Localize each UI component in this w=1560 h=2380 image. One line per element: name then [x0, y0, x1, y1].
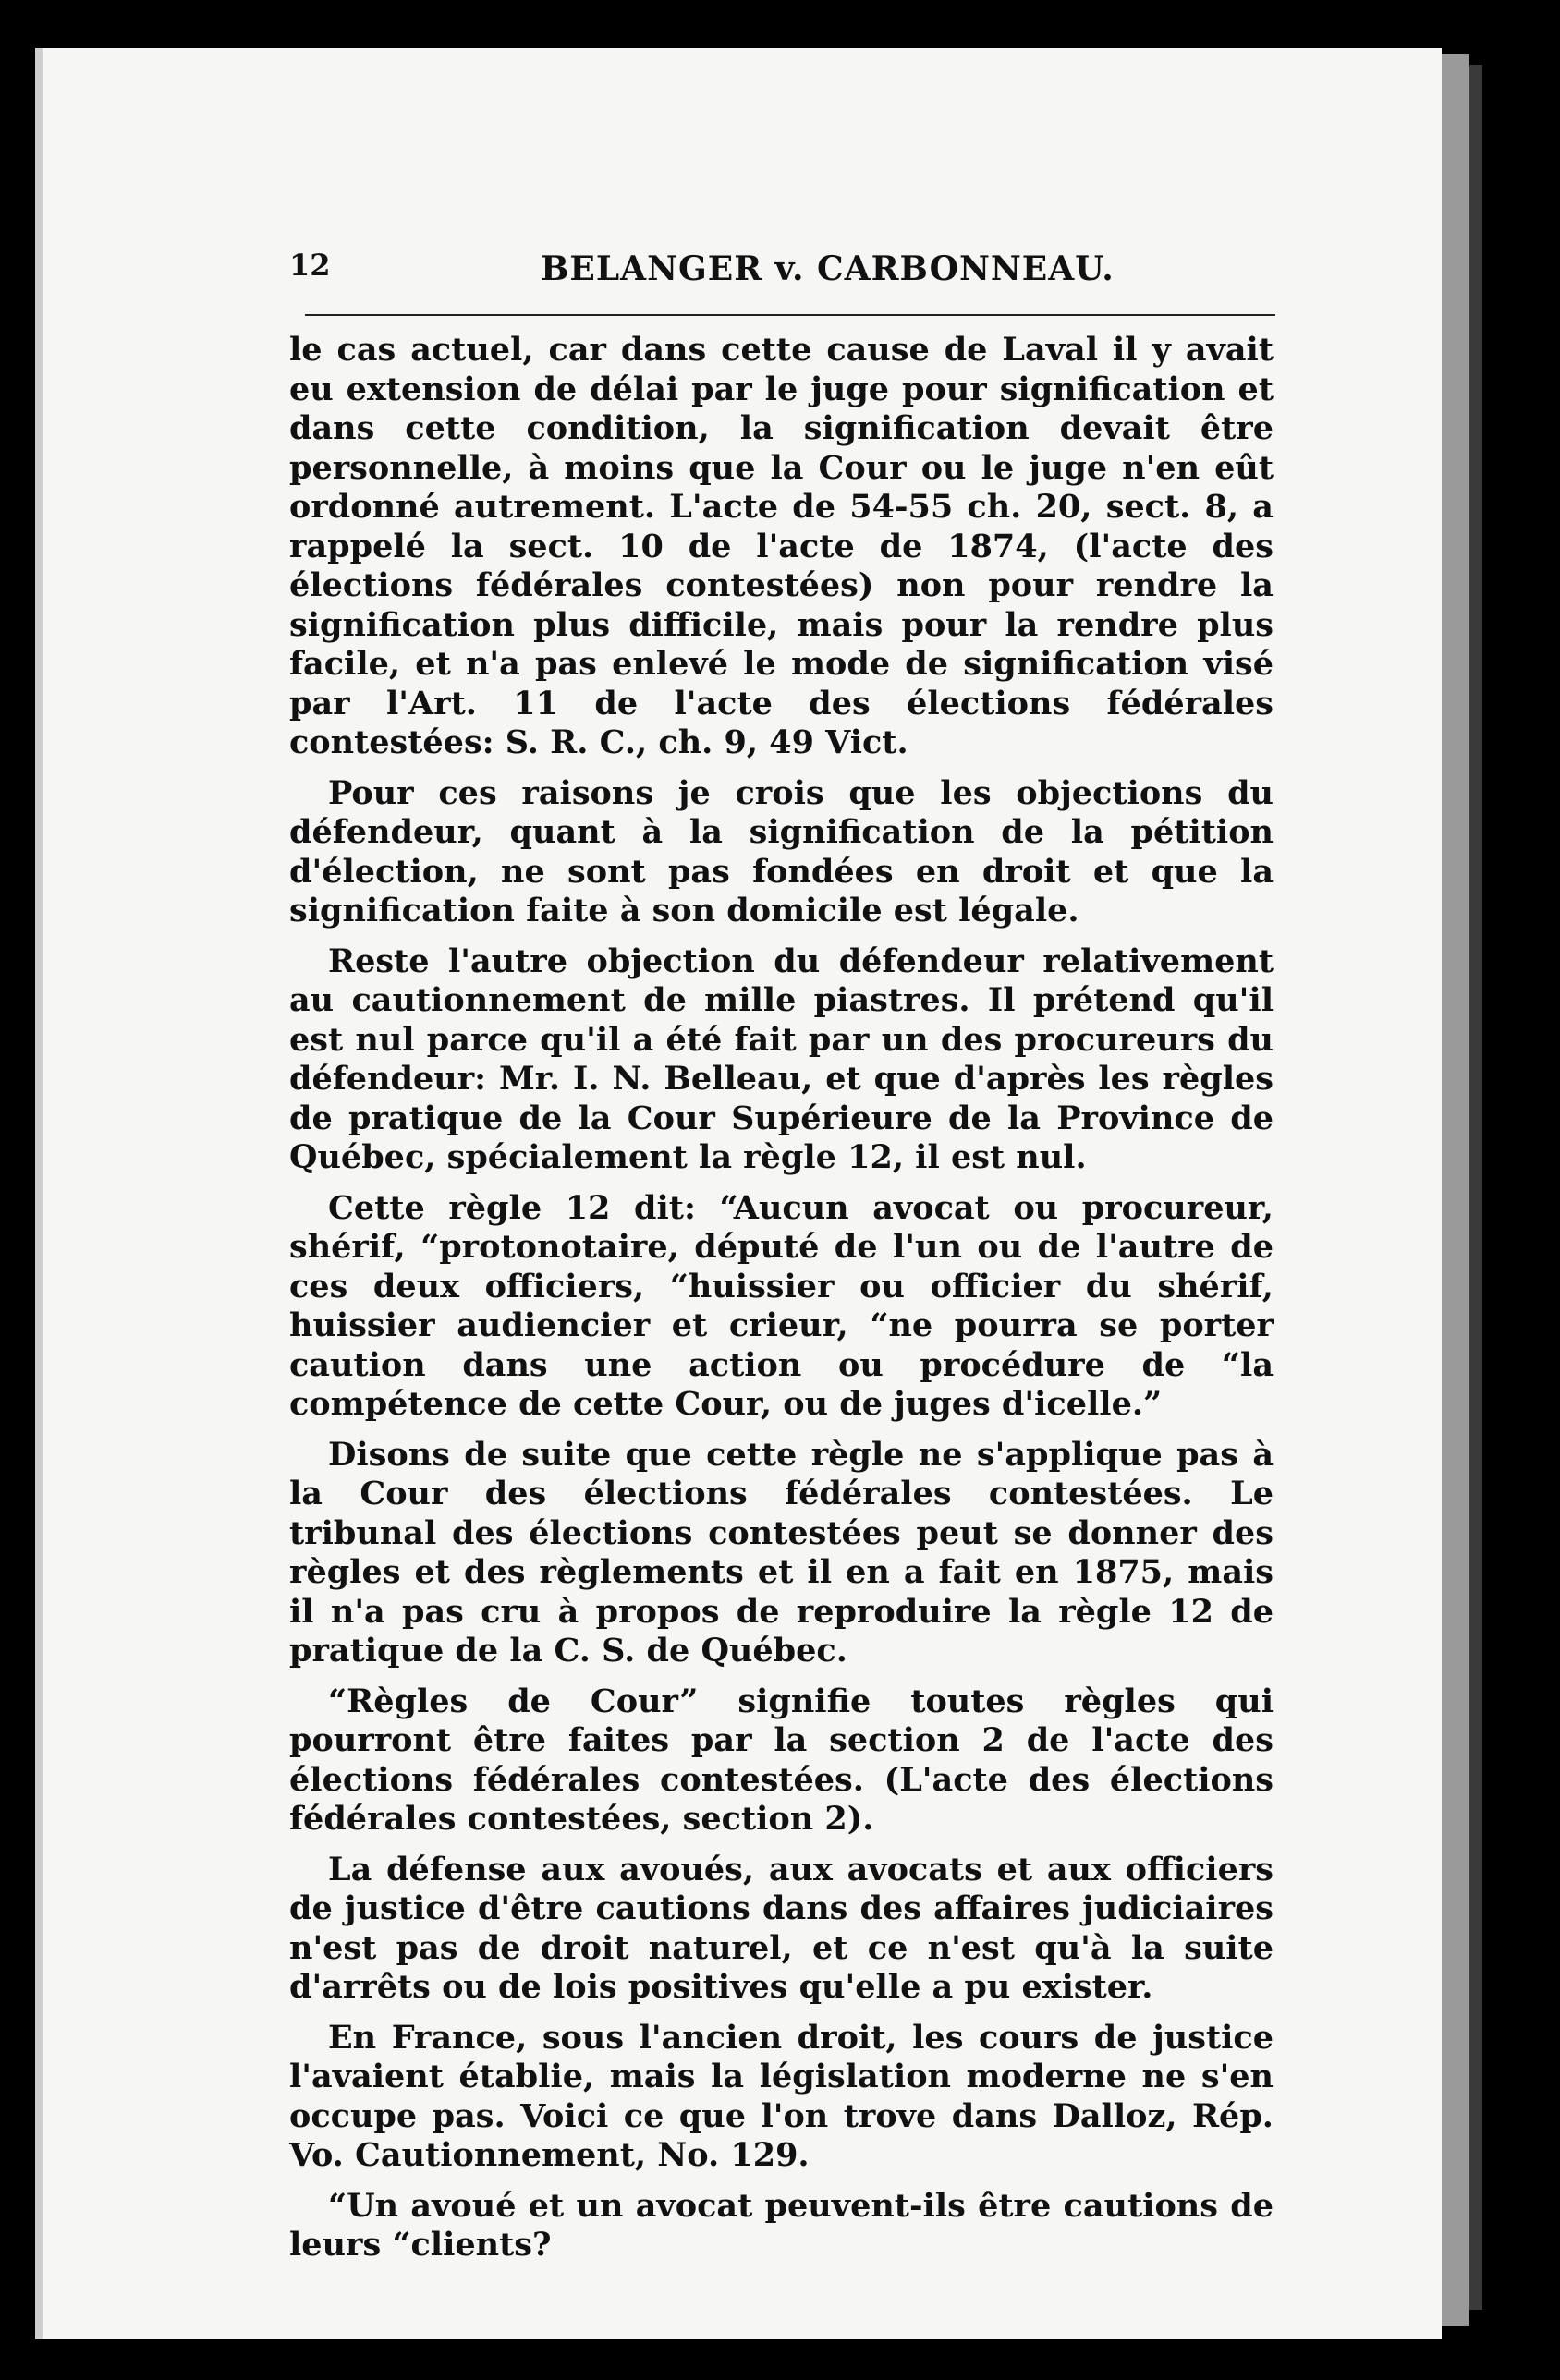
- body-text: [289, 331, 1274, 2265]
- paragraph: Reste l'autre objection du défendeur relativement au cautionnement de mille piastres. Il prétend qu'il est nul parce qu'il a été fait par un des procureurs du défendeur: Mr. I. N. Belleau, et que d'après les règles de pratique de la Cour Supérieure de la Province de Québec, spécialement la règle 12, il est nul.: [289, 941, 1274, 1176]
- page-number: 12: [289, 248, 331, 283]
- paragraph: le cas actuel, car dans cette cause de Laval il y avait eu extension de délai par le juge pour signification et dans cette condition, la signification devait être personnelle, à moins que la Cour ou le juge n'en eût ordonné autrement. L'acte de 54-55 ch. 20, sect. 8, a rappelé la sect. 10 de l'acte de 1874, (l'acte des élections fédérales contestées) non pour rendre la signification plus difficile, mais pour la rendre plus facile, et n'a pas enlevé le mode de signification visé par l'Art. 11 de l'acte des élections fédérales contestées: S. R. C., ch. 9, 49 Vict.: [289, 331, 1274, 761]
- paragraph: En France, sous l'ancien droit, les cours de justice l'avaient établie, mais la législation moderne ne s'en occupe pas. Voici ce que l'on trove dans Dalloz, Rép. Vo. Cautionnement, No. 129.: [289, 2018, 1274, 2174]
- paragraph: La défense aux avoués, aux avocats et aux officiers de justice d'être cautions dans des affaires judiciaires n'est pas de droit naturel, et ce n'est qu'à la suite d'arrêts ou de lois positives qu'elle a pu exister.: [289, 1850, 1274, 2006]
- paragraph: Cette règle 12 dit: “Aucun avocat ou procureur, shérif, “protonotaire, député de l'un ou de l'autre de ces deux officiers, “huissier ou officier du shérif, huissier audiencier et crieur, “ne pourra se porter caution dans une action ou procédure de “la compétence de cette Cour, ou de juges d'icelle.”: [289, 1188, 1274, 1423]
- paragraph: “Règles de Cour” signifie toutes règles qui pourront être faites par la section 2 de l'acte des élections fédérales contestées. (L'acte des élections fédérales contestées, section 2).: [289, 1682, 1274, 1838]
- header-rule: [305, 314, 1275, 316]
- page-edge-left: [35, 48, 43, 2339]
- page-edge-shadow: [1469, 65, 1482, 2310]
- paragraph: Pour ces raisons je crois que les objections du défendeur, quant à la signification de la pétition d'élection, ne sont pas fondées en droit et que la signification faite à son domicile est légale.: [289, 773, 1274, 929]
- page-edge-right: [1442, 54, 1469, 2326]
- paragraph: Disons de suite que cette règle ne s'applique pas à la Cour des élections fédérales contestées. Le tribunal des élections contestées peut se donner des règles et des règlements et il en a fait en 1875, mais il n'a pas cru à propos de reproduire la règle 12 de pratique de la C. S. de Québec.: [289, 1435, 1274, 1670]
- running-title: BELANGER v. CARBONNEAU.: [541, 249, 1115, 288]
- paragraph: “Un avoué et un avocat peuvent-ils être cautions de leurs “clients?: [289, 2186, 1274, 2264]
- page-header: [289, 248, 1269, 294]
